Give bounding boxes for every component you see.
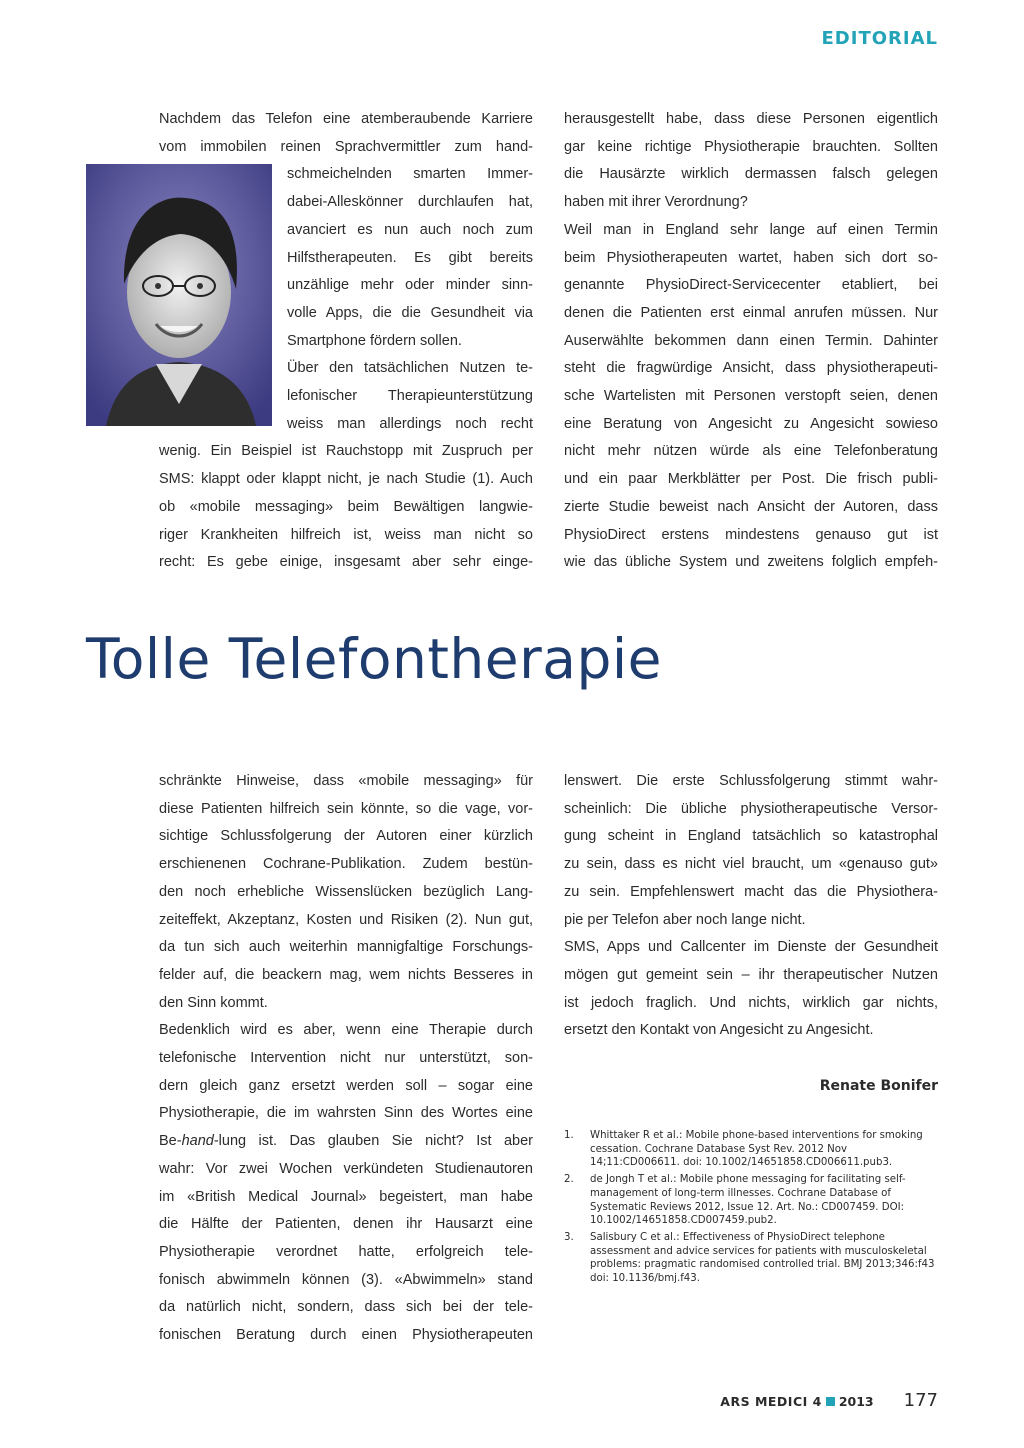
text-line: ersetzt den Kontakt von Angesicht zu Angesicht.: [564, 1022, 874, 1039]
text-line: zierte Studie beweist nach Ansicht der Autoren, dass: [564, 498, 938, 515]
text-line: den Sinn kommt.: [159, 994, 268, 1011]
text-line: schmeichelnden smarten Immer-: [287, 166, 533, 183]
text-line: SMS: klappt oder klappt nicht, je nach Studie (1). Auch: [159, 471, 533, 488]
text-line: eine Beratung von Angesicht zu Angesicht sowieso: [564, 415, 938, 432]
reference-text: de Jongh T et al.: Mobile phone messaging for facilitating self-management of long-term illnesses. Cochrane Database of Systematic Reviews 2012, Issue 12. Art. No.: CD007459. DOI: 10.1002/14651858.CD007459.pub2.: [590, 1174, 906, 1227]
text-line: da tun sich auch weiterhin mannigfaltige Forschungs-: [159, 939, 533, 956]
article-column-4: [564, 768, 938, 1045]
text-line: pie per Telefon aber noch lange nicht.: [564, 911, 806, 928]
page-number: 177: [903, 1390, 938, 1411]
text-line: ist jedoch fraglich. Und nichts, wirklich gar nichts,: [564, 994, 938, 1011]
text-line: mögen gut gemeint sein – ihr therapeutischer Nutzen: [564, 966, 938, 983]
text-line: Weil man in England sehr lange auf einen Termin: [564, 221, 938, 238]
text-line: herausgestellt habe, dass diese Personen eigentlich: [564, 111, 938, 127]
journal-name: ARS MEDICI 4: [720, 1394, 822, 1409]
text-line: recht: Es gebe einige, insgesamt aber sehr einge-: [159, 554, 533, 571]
text-line: beim Physiotherapeuten wartet, haben sich dort so-: [564, 249, 938, 266]
text-line: wenig. Ein Beispiel ist Rauchstopp mit Zuspruch per: [159, 443, 533, 460]
text-line: dern gleich ganz ersetzt werden soll – sogar eine: [159, 1077, 533, 1094]
text-line: lenswert. Die erste Schlussfolgerung stimmt wahr-: [564, 773, 938, 789]
reference-item: [564, 1173, 938, 1228]
text-line: und ein paar Merkblätter per Post. Die frisch publi-: [564, 471, 938, 488]
emphasis-text: hand: [181, 1133, 214, 1150]
text-line: Auserwählte bekommen dann einen Termin. Dahinter: [564, 332, 938, 349]
text-line: gung scheint in England tatsächlich so katastrophal: [564, 828, 938, 845]
text-line: [159, 1128, 533, 1156]
headline: Tolle Telefontherapie: [86, 627, 662, 691]
text-line: wahr: Vor zwei Wochen verkündeten Studienautoren: [159, 1160, 533, 1177]
text-line: vom immobilen reinen Sprachvermittler zum hand-: [159, 138, 533, 155]
text-fragment: -lung ist. Das glauben Sie nicht? Ist aber: [213, 1133, 533, 1150]
accent-square-icon: [826, 1397, 835, 1406]
reference-item: [564, 1129, 938, 1170]
text-line: zeiteffekt, Akzeptanz, Kosten und Risiken (2). Nun gut,: [159, 911, 533, 928]
text-line: Smartphone fördern sollen.: [287, 332, 462, 349]
text-line: zu sein. Empfehlenswert macht das die Physiothera-: [564, 883, 938, 900]
text-line: nicht mehr nützen würde als eine Telefonberatung: [564, 443, 938, 460]
references-list: [564, 1129, 938, 1289]
text-line: riger Krankheiten hilfreich ist, weiss man nicht so: [159, 526, 533, 543]
text-line: Über den tatsächlichen Nutzen te-: [287, 360, 533, 377]
article-column-1: [159, 106, 533, 577]
text-line: da natürlich nicht, sondern, dass sich bei der tele-: [159, 1299, 533, 1316]
text-line: im «British Medical Journal» begeistert, man habe: [159, 1188, 533, 1205]
text-line: sichtige Schlussfolgerung der Autoren einer kürzlich: [159, 828, 533, 845]
text-line: SMS, Apps und Callcenter im Dienste der Gesundheit: [564, 939, 938, 956]
text-line: Physiotherapie, die im wahrsten Sinn des Wortes eine: [159, 1105, 533, 1122]
text-line: unzählige mehr oder minder sinn-: [287, 277, 533, 294]
text-line: zu sein, dass es nicht viel braucht, um «genauso gut»: [564, 856, 938, 873]
text-line: den noch erhebliche Wissenslücken bezüglich Lang-: [159, 883, 533, 900]
text-line: wie das übliche System und zweitens folglich empfeh-: [564, 554, 938, 571]
text-line: haben mit ihrer Verordnung?: [564, 194, 748, 211]
article-column-2: [564, 106, 938, 577]
text-line: volle Apps, die die Gesundheit via: [287, 304, 533, 321]
text-line: avanciert es nun auch noch zum: [287, 221, 533, 238]
text-line: Hilfstherapeuten. Es gibt bereits: [287, 249, 533, 266]
text-line: Physiotherapie verordnet hatte, erfolgreich tele-: [159, 1243, 533, 1260]
reference-number: 1.: [564, 1130, 574, 1141]
text-line: felder auf, die beackern mag, wem nichts Besseres in: [159, 966, 533, 983]
text-line: genannte PhysioDirect-Servicecenter etabliert, bei: [564, 277, 938, 294]
text-line: weiss man allerdings noch recht: [287, 415, 533, 432]
reference-number: 3.: [564, 1231, 574, 1243]
text-line: denen die Patienten erst einmal anrufen müssen. Nur: [564, 304, 938, 321]
page-footer: [720, 1390, 938, 1411]
text-line: diese Patienten hilfreich sein könnte, so die vage, vor-: [159, 800, 533, 817]
text-line: Bedenklich wird es aber, wenn eine Therapie durch: [159, 1022, 533, 1039]
author-name: Renate Bonifer: [819, 1078, 938, 1094]
text-line: telefonische Intervention nicht nur unterstützt, son-: [159, 1050, 533, 1067]
issue-year: 2013: [838, 1394, 874, 1409]
text-line: dabei-Alleskönner durchlaufen hat,: [287, 194, 533, 211]
reference-text: Salisbury C et al.: Effectiveness of PhysioDirect telephone assessment and advice services for patients with musculoskeletal problems: pragmatic randomised controlled trial. BMJ 2013;346:f43 doi: 10.1136/bmj.f43.: [590, 1231, 935, 1285]
text-line: erschienenen Cochrane-Publikation. Zudem bestün-: [159, 856, 533, 873]
text-line: die Hausärzte wirklich dermassen falsch gelegen: [564, 166, 938, 183]
reference-text: Whittaker R et al.: Mobile phone-based interventions for smoking cessation. Cochrane Database Syst Rev. 2012 Nov 14;11:CD006611. doi: 10.1002/14651858.CD006611.pub3.: [590, 1130, 923, 1169]
text-line: die Hälfte der Patienten, denen ihr Hausarzt eine: [159, 1216, 533, 1233]
text-line: schränkte Hinweise, dass «mobile messaging» für: [159, 773, 533, 789]
text-line: sche Wartelisten mit Personen verstopft seien, denen: [564, 388, 938, 405]
text-line: steht die fragwürdige Ansicht, dass physiotherapeuti-: [564, 360, 938, 377]
text-line: fonisch abwimmeln können (3). «Abwimmeln» stand: [159, 1271, 533, 1288]
text-line: Nachdem das Telefon eine atemberaubende Karriere: [159, 111, 533, 127]
section-label: EDITORIAL: [821, 28, 938, 49]
text-line: fonischen Beratung durch einen Physiotherapeuten: [159, 1327, 533, 1344]
reference-item: [564, 1231, 938, 1286]
text-line: lefonischer Therapieunterstützung: [287, 388, 533, 405]
text-line: ob «mobile messaging» beim Bewältigen langwie-: [159, 498, 533, 515]
text-line: gar keine richtige Physiotherapie brauchten. Sollten: [564, 138, 938, 155]
text-line: PhysioDirect erstens mindestens genauso gut ist: [564, 526, 938, 543]
reference-number: 2.: [564, 1174, 574, 1186]
text-line: scheinlich: Die übliche physiotherapeutische Versor-: [564, 800, 938, 817]
article-column-3: [159, 768, 533, 1350]
text-fragment: Be-: [159, 1133, 182, 1150]
